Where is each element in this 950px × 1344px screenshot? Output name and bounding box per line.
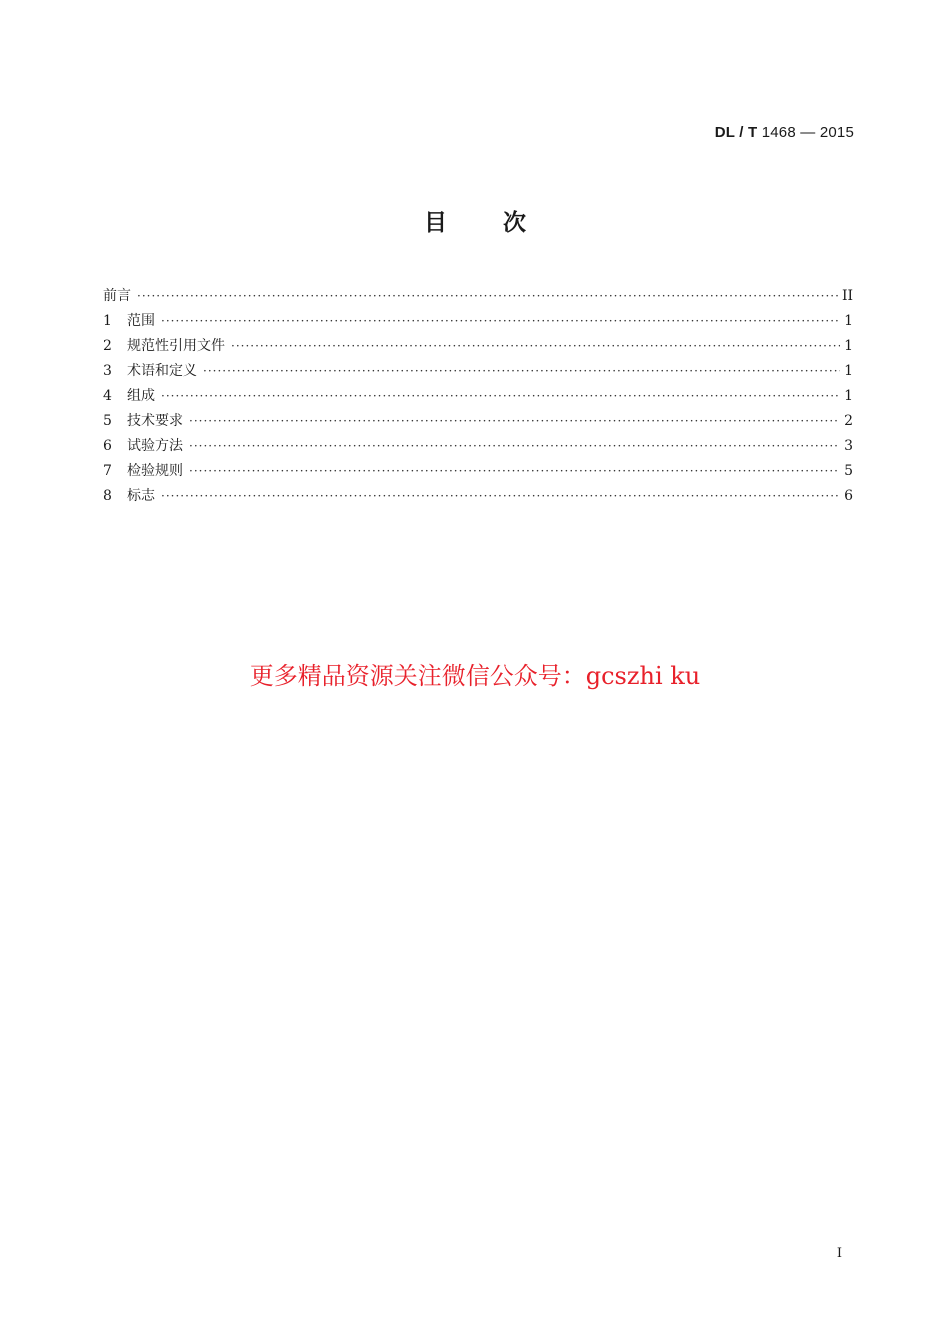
toc-page: 5 [844,463,853,479]
toc-entry-4[interactable] [103,384,853,409]
toc-entry-3[interactable] [103,359,853,384]
toc-page: 1 [844,313,853,329]
toc-entry-7[interactable] [103,459,853,484]
toc-entry-8[interactable] [103,484,853,509]
toc-number: 7 [103,463,112,479]
toc-label: 试验方法 [127,438,183,454]
toc-leader-dots [231,334,840,359]
toc-number: 3 [103,363,112,379]
toc-page: 1 [844,363,853,379]
page-title-char-2: 次 [503,210,526,236]
toc-page: 3 [844,438,853,454]
toc-number: 5 [103,413,112,429]
toc-label: 技术要求 [127,413,183,429]
toc-leader-dots [189,434,840,459]
toc-label: 标志 [127,488,155,504]
toc-label: 前言 [103,288,131,304]
toc-number: 4 [103,388,112,404]
toc-entry-6[interactable] [103,434,853,459]
page-title [0,204,950,237]
toc-label: 术语和定义 [127,363,197,379]
toc-page: 1 [844,388,853,404]
page-number: I [836,1246,842,1261]
standard-prefix: DL / T [714,124,758,141]
toc-leader-dots [161,309,840,334]
promo-watermark-text: 更多精品资源关注微信公众号：gcszhi ku [249,662,701,690]
toc-label: 检验规则 [127,463,183,479]
toc-leader-dots [189,409,840,434]
page-title-char-1: 目 [424,210,447,236]
toc-label: 组成 [127,388,155,404]
toc-leader-dots [161,384,840,409]
toc-number: 6 [103,438,112,454]
toc-label: 规范性引用文件 [127,338,225,354]
toc-number: 1 [103,313,112,329]
toc-entry-5[interactable] [103,409,853,434]
toc-label: 范围 [127,313,155,329]
toc-page: II [841,288,853,304]
standard-code [715,124,854,141]
toc-leader-dots [137,284,838,309]
toc-page: 6 [844,488,853,504]
toc-page: 2 [844,413,853,429]
toc-page: 1 [844,338,853,354]
toc-entry-2[interactable] [103,334,853,359]
toc-number: 2 [103,338,112,354]
toc-leader-dots [161,484,840,509]
toc-leader-dots [189,459,840,484]
standard-number: 1468 — 2015 [761,124,854,141]
toc-leader-dots [203,359,840,384]
table-of-contents [103,284,853,509]
toc-entry-1[interactable] [103,309,853,334]
toc-number: 8 [103,488,112,504]
toc-entry-foreword[interactable] [103,284,853,309]
